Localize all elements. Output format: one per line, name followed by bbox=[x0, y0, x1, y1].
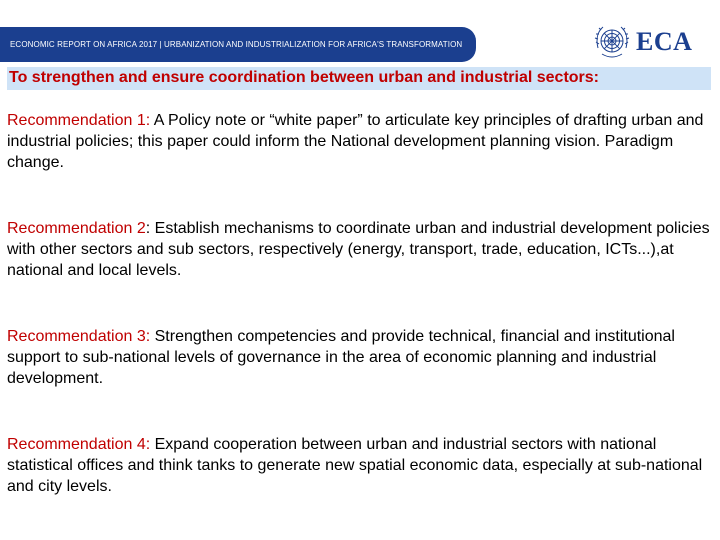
recommendation-label: Recommendation 2 bbox=[7, 220, 146, 237]
recommendation-3 bbox=[7, 326, 712, 389]
recommendation-4 bbox=[7, 434, 712, 497]
un-emblem-icon bbox=[592, 22, 632, 62]
recommendation-label: Recommendation 1: bbox=[7, 112, 151, 129]
recommendation-2 bbox=[7, 218, 712, 281]
section-heading: To strengthen and ensure coordination between urban and industrial sectors: bbox=[7, 67, 711, 90]
recommendation-label: Recommendation 4: bbox=[7, 436, 151, 453]
recommendation-label: Recommendation 3: bbox=[7, 328, 151, 345]
banner-text: ECONOMIC REPORT ON AFRICA 2017 | URBANIZATION AND INDUSTRIALIZATION FOR AFRICA'S TRANSFORMATION bbox=[10, 40, 463, 49]
recommendation-1 bbox=[7, 110, 712, 173]
report-banner bbox=[0, 27, 476, 62]
logo-text: ECA bbox=[636, 27, 693, 56]
recommendation-text: : Establish mechanisms to coordinate urban and industrial development policies with other sectors and sub sectors, respectively (energy, transport, trade, education, ICTs...),at national and local levels. bbox=[7, 220, 710, 279]
recommendation-text: Strengthen competencies and provide technical, financial and institutional support to sub-national levels of governance in the area of economic planning and industrial development. bbox=[7, 328, 675, 387]
recommendation-text: A Policy note or “white paper” to articulate key principles of drafting urban and industrial policies; this paper could inform the National development planning vision. Paradigm change. bbox=[7, 112, 704, 171]
recommendation-text: Expand cooperation between urban and industrial sectors with national statistical offices and think tanks to generate new spatial economic data, especially at sub-national and city levels. bbox=[7, 436, 703, 495]
eca-logo bbox=[592, 20, 712, 64]
